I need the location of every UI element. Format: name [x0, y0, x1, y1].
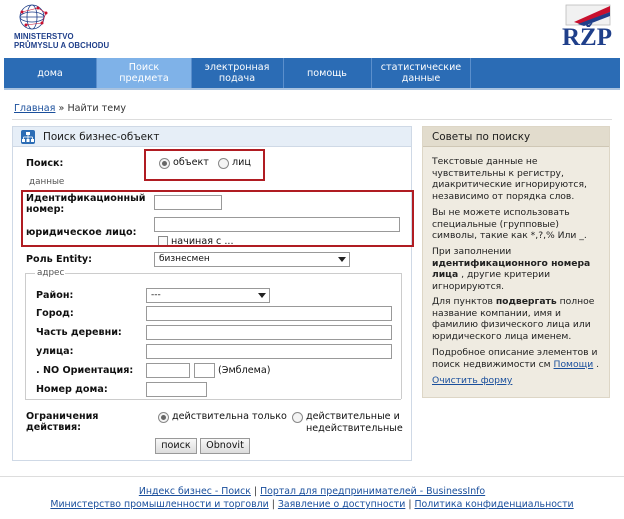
tip-subject-pre: Для пунктов — [432, 296, 493, 307]
orientation-number-input[interactable] — [146, 363, 190, 378]
tip-help-reference — [432, 347, 604, 370]
tip-subject-bold: подвергать — [495, 296, 557, 307]
address-fieldset-right — [401, 273, 402, 399]
breadcrumb-separator: » — [58, 103, 65, 114]
address-legend: адрес — [37, 268, 65, 278]
tip-help-end: . — [596, 358, 600, 370]
tip-id-number-post: , другие критерии игнорируются. — [432, 269, 551, 292]
tip-subject-post: полное название компании, имя и фамилию физического лица или юридического лица именем. — [432, 296, 595, 342]
nav-item-e-submission[interactable]: электронная подача — [204, 62, 270, 84]
main-nav — [4, 58, 620, 90]
help-link[interactable]: Помощи — [553, 358, 594, 370]
highlight-data — [21, 190, 414, 247]
nav-separator — [470, 58, 471, 88]
search-type-label: Поиск: — [26, 158, 64, 169]
radio-valid-and-invalid[interactable] — [292, 412, 303, 423]
tip-no-wildcards: Вы не можете использовать специальные (групповые) символы, такие как *,?,% Или _. — [432, 207, 587, 242]
address-fieldset-left — [25, 273, 26, 399]
breadcrumb-home-link[interactable]: Главная — [14, 103, 56, 114]
radio-valid-only-label: действительна только — [172, 411, 287, 422]
district-select[interactable] — [146, 288, 270, 303]
radio-object-label: объект — [173, 157, 209, 168]
restrictions-label: Ограничения действия: — [26, 411, 99, 433]
house-number-input[interactable] — [146, 382, 207, 397]
footer-separator: | — [253, 486, 258, 497]
orientation-letter-input[interactable] — [194, 363, 215, 378]
legal-person-label: юридическое лицо: — [26, 227, 137, 238]
footer-divider — [0, 476, 624, 477]
nav-item-home[interactable]: дома — [37, 67, 63, 79]
chevron-down-icon — [258, 293, 266, 298]
tip-id-number — [432, 246, 604, 292]
ministry-logo-text: MINISTERSTVO PRŮMYSLU A OBCHODU — [14, 32, 110, 50]
city-label: Город: — [36, 308, 74, 319]
radio-valid-only[interactable] — [158, 412, 169, 423]
role-select-value: бизнесмен — [159, 254, 210, 264]
radio-person-label: лиц — [232, 157, 251, 168]
address-fieldset-bottom — [25, 399, 401, 400]
footer-separator: | — [271, 499, 275, 510]
nav-item-search[interactable]: Поиск предмета — [97, 58, 191, 88]
village-part-label: Часть деревни: — [36, 327, 122, 338]
tip-id-number-pre: При заполнении — [432, 246, 512, 257]
search-panel — [12, 126, 412, 461]
rzp-logo[interactable] — [560, 2, 618, 54]
breadcrumb — [14, 103, 126, 114]
address-fieldset-top — [25, 273, 35, 274]
address-fieldset-top — [65, 273, 401, 274]
breadcrumb-current: Найти тему — [67, 103, 127, 114]
role-select[interactable] — [154, 252, 350, 267]
ministry-globe-icon — [12, 3, 72, 33]
street-input[interactable] — [146, 344, 392, 359]
footer-row-2 — [0, 499, 624, 510]
clear-form-wrapper — [432, 375, 604, 387]
footer-link-business-index[interactable]: Индекс бизнес - Поиск — [138, 486, 251, 497]
tip-help-text: Подробное описание элементов и поиск недвижимости см — [432, 347, 598, 370]
search-tips-title: Советы по поиску — [432, 131, 531, 143]
starts-with-label: начиная с ... — [171, 236, 234, 247]
footer-separator: | — [408, 499, 412, 510]
footer-link-ministry[interactable]: Министерство промышленности и торговли — [50, 499, 269, 510]
id-number-label: Идентификационный номер: — [26, 193, 146, 215]
tip-case-insensitive: Текстовые данные не чувствительны к регистру, диакритические игнорируются, независимо от порядка слов. — [432, 156, 587, 202]
district-label: Район: — [36, 290, 74, 301]
clear-form-link[interactable]: Очистить форму — [432, 375, 513, 386]
sitemap-icon — [21, 130, 35, 144]
search-tips-panel — [422, 126, 610, 398]
tip-subject-name — [432, 296, 604, 342]
data-legend: данные — [29, 177, 65, 187]
street-label: улица: — [36, 346, 74, 357]
search-tips-header — [423, 127, 609, 147]
rzp-logo-text: RŽP — [562, 24, 612, 51]
chevron-down-icon — [338, 257, 346, 262]
reset-button[interactable]: Obnovit — [200, 438, 250, 454]
ministry-logo[interactable] — [12, 3, 132, 55]
footer-link-businessinfo[interactable]: Портал для предпринимателей - BusinessInfo — [260, 486, 486, 497]
role-label: Роль Entity: — [26, 254, 92, 265]
city-input[interactable] — [146, 306, 392, 321]
nav-item-statistics[interactable]: статистические данные — [380, 62, 462, 84]
nav-item-help[interactable]: помощь — [307, 67, 347, 79]
footer-row-1 — [0, 486, 624, 497]
radio-valid-and-invalid-label: действительные и недействительные — [306, 411, 403, 434]
orientation-number-label: . NO Ориентация: — [36, 365, 134, 376]
search-button[interactable]: поиск — [155, 438, 197, 454]
district-select-value: --- — [151, 290, 161, 300]
house-number-label: Номер дома: — [36, 384, 108, 395]
emblem-label: (Эмблема) — [218, 365, 271, 376]
tip-id-number-bold: идентификационного номера лица — [432, 257, 591, 281]
divider — [12, 119, 612, 120]
highlight-search-type — [144, 149, 265, 181]
page-header — [0, 0, 624, 58]
search-panel-header — [13, 127, 411, 147]
footer-link-privacy[interactable]: Политика конфиденциальности — [414, 499, 574, 510]
footer-link-accessibility[interactable]: Заявление о доступности — [277, 499, 406, 510]
village-part-input[interactable] — [146, 325, 392, 340]
search-panel-title: Поиск бизнес-объект — [43, 131, 160, 143]
